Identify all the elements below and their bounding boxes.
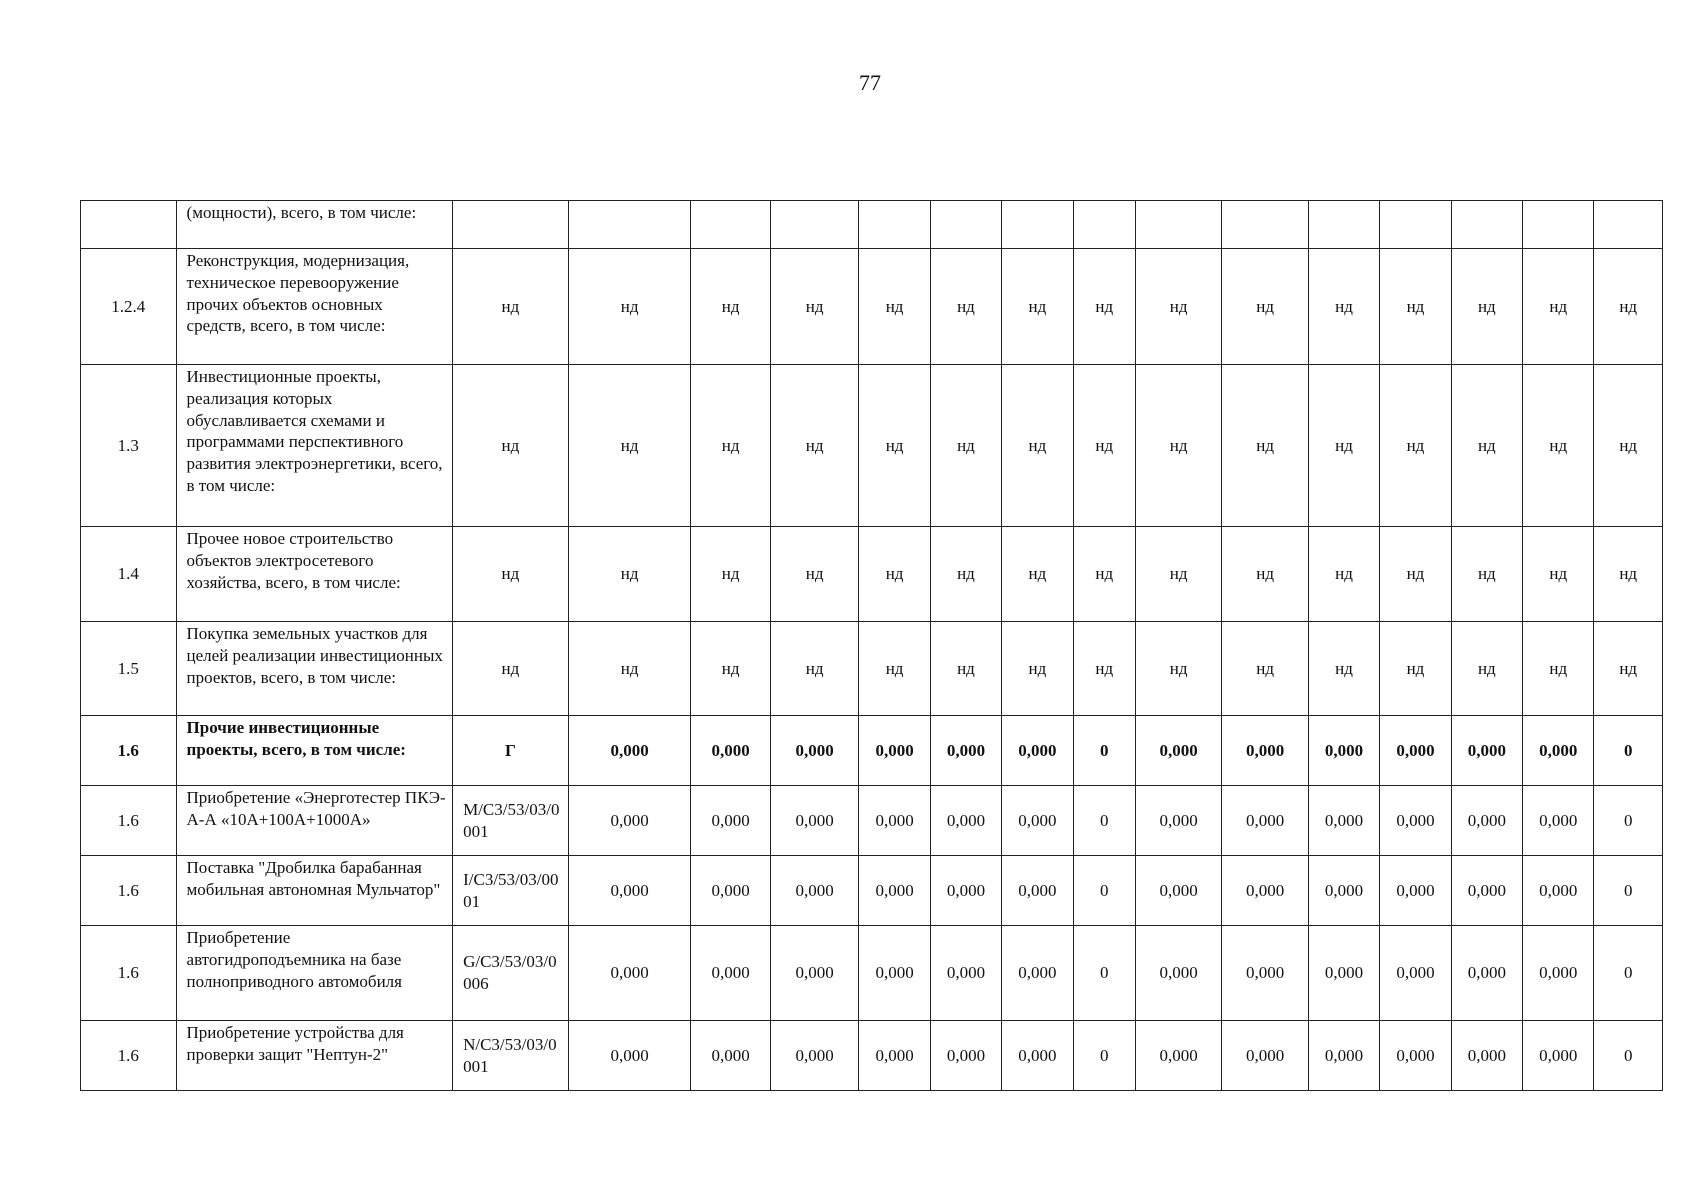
value-cell: нд [1308, 527, 1379, 622]
value-cell: нд [1222, 365, 1308, 527]
row-name-cell: Приобретение автогидроподъемника на базе полноприводного автомобиля [176, 926, 453, 1021]
value-cell: 0,000 [1523, 716, 1594, 786]
value-cell: 0,000 [930, 856, 1001, 926]
page-number: 77 [859, 70, 881, 95]
value-cell: нд [1308, 365, 1379, 527]
row-id-cell: I/C3/53/03/0001 [453, 856, 569, 926]
value-cell: 0,000 [1222, 926, 1308, 1021]
value-cell: нд [1523, 527, 1594, 622]
row-name-cell: Реконструкция, модернизация, техническое перевооружение прочих объектов основных средств, всего, в том числе: [176, 249, 453, 365]
value-cell: 0,000 [930, 1021, 1001, 1091]
value-cell: 0 [1594, 926, 1663, 1021]
value-cell: 0,000 [568, 786, 691, 856]
value-cell: 0,000 [859, 786, 930, 856]
value-cell: 0,000 [770, 716, 859, 786]
value-cell: 0,000 [568, 856, 691, 926]
value-cell: нд [1073, 249, 1135, 365]
table-row [81, 786, 1663, 856]
row-id-cell: Г [453, 716, 569, 786]
row-number-cell: 1.2.4 [81, 249, 177, 365]
value-cell: 0,000 [1308, 1021, 1379, 1091]
value-cell: 0,000 [1135, 926, 1221, 1021]
value-cell: 0,000 [1380, 856, 1451, 926]
value-cell: 0,000 [1308, 926, 1379, 1021]
row-name-cell: Прочее новое строительство объектов электросетевого хозяйства, всего, в том числе: [176, 527, 453, 622]
value-cell: нд [1594, 622, 1663, 716]
row-id-cell [453, 201, 569, 249]
value-cell: нд [1002, 527, 1073, 622]
row-id-cell: нд [453, 365, 569, 527]
value-cell: 0,000 [1222, 716, 1308, 786]
row-number-cell: 1.6 [81, 856, 177, 926]
value-cell: 0,000 [568, 926, 691, 1021]
value-cell: 0 [1073, 1021, 1135, 1091]
row-name-cell: Покупка земельных участков для целей реализации инвестиционных проектов, всего, в том числе: [176, 622, 453, 716]
value-cell: 0,000 [770, 856, 859, 926]
value-cell: нд [1523, 622, 1594, 716]
value-cell [1222, 201, 1308, 249]
value-cell: нд [1380, 365, 1451, 527]
value-cell [1002, 201, 1073, 249]
value-cell: нд [1308, 622, 1379, 716]
value-cell: 0,000 [691, 1021, 770, 1091]
row-number-cell: 1.4 [81, 527, 177, 622]
value-cell: 0,000 [770, 1021, 859, 1091]
table-row [81, 527, 1663, 622]
table-row [81, 716, 1663, 786]
value-cell: нд [1451, 249, 1522, 365]
value-cell: 0,000 [1002, 926, 1073, 1021]
value-cell: нд [1073, 622, 1135, 716]
value-cell [1523, 201, 1594, 249]
value-cell: 0,000 [1308, 786, 1379, 856]
value-cell: 0,000 [859, 856, 930, 926]
value-cell: нд [770, 527, 859, 622]
value-cell: нд [1073, 365, 1135, 527]
value-cell: нд [1135, 527, 1221, 622]
value-cell: нд [1451, 365, 1522, 527]
value-cell: 0,000 [1451, 786, 1522, 856]
value-cell: 0,000 [859, 1021, 930, 1091]
value-cell: нд [568, 527, 691, 622]
value-cell: нд [1135, 249, 1221, 365]
row-number-cell: 1.6 [81, 1021, 177, 1091]
value-cell [691, 201, 770, 249]
value-cell: 0,000 [1222, 856, 1308, 926]
row-id-cell: G/C3/53/03/0006 [453, 926, 569, 1021]
value-cell [1594, 201, 1663, 249]
value-cell: 0,000 [930, 786, 1001, 856]
value-cell: нд [930, 527, 1001, 622]
value-cell: 0 [1594, 856, 1663, 926]
table-row [81, 249, 1663, 365]
value-cell: 0 [1073, 786, 1135, 856]
table-row [81, 365, 1663, 527]
value-cell: 0,000 [1451, 716, 1522, 786]
row-number-cell: 1.3 [81, 365, 177, 527]
value-cell: нд [1594, 527, 1663, 622]
row-name-cell: Прочие инвестиционные проекты, всего, в том числе: [176, 716, 453, 786]
value-cell: 0,000 [691, 926, 770, 1021]
value-cell: нд [1135, 365, 1221, 527]
row-id-cell: N/C3/53/03/0001 [453, 1021, 569, 1091]
row-number-cell: 1.6 [81, 716, 177, 786]
value-cell: нд [1451, 622, 1522, 716]
value-cell: нд [770, 365, 859, 527]
row-id-cell: M/C3/53/03/0001 [453, 786, 569, 856]
value-cell: нд [1380, 622, 1451, 716]
table-row [81, 856, 1663, 926]
value-cell: нд [1451, 527, 1522, 622]
value-cell: 0,000 [1135, 1021, 1221, 1091]
value-cell: 0,000 [1451, 1021, 1522, 1091]
value-cell: нд [930, 622, 1001, 716]
value-cell: нд [1594, 249, 1663, 365]
value-cell: 0,000 [1222, 786, 1308, 856]
row-id-cell: нд [453, 527, 569, 622]
value-cell: нд [1380, 527, 1451, 622]
value-cell: 0,000 [568, 1021, 691, 1091]
value-cell: нд [930, 365, 1001, 527]
value-cell: 0 [1073, 716, 1135, 786]
value-cell: 0 [1073, 856, 1135, 926]
value-cell: 0,000 [1380, 926, 1451, 1021]
value-cell [1073, 201, 1135, 249]
value-cell: 0,000 [1451, 856, 1522, 926]
value-cell [1380, 201, 1451, 249]
row-number-cell: 1.6 [81, 926, 177, 1021]
value-cell: 0,000 [1002, 716, 1073, 786]
value-cell: нд [1002, 249, 1073, 365]
value-cell: нд [859, 365, 930, 527]
value-cell: 0 [1594, 786, 1663, 856]
value-cell [1451, 201, 1522, 249]
value-cell: нд [1222, 249, 1308, 365]
table-row [81, 622, 1663, 716]
value-cell: 0,000 [568, 716, 691, 786]
value-cell: нд [1002, 622, 1073, 716]
value-cell: 0,000 [1523, 786, 1594, 856]
value-cell: 0 [1594, 1021, 1663, 1091]
value-cell: 0,000 [1002, 856, 1073, 926]
value-cell: нд [691, 249, 770, 365]
value-cell [770, 201, 859, 249]
value-cell [930, 201, 1001, 249]
value-cell: 0,000 [1380, 786, 1451, 856]
value-cell [1135, 201, 1221, 249]
row-name-cell: (мощности), всего, в том числе: [176, 201, 453, 249]
value-cell: нд [691, 365, 770, 527]
value-cell [1308, 201, 1379, 249]
value-cell: нд [930, 249, 1001, 365]
value-cell: 0,000 [691, 856, 770, 926]
table-row [81, 1021, 1663, 1091]
value-cell: нд [1523, 365, 1594, 527]
value-cell: 0,000 [1135, 716, 1221, 786]
value-cell: нд [1002, 365, 1073, 527]
value-cell: 0,000 [1222, 1021, 1308, 1091]
value-cell: нд [1222, 527, 1308, 622]
value-cell: 0,000 [1002, 1021, 1073, 1091]
value-cell: нд [691, 622, 770, 716]
value-cell: нд [1380, 249, 1451, 365]
value-cell: 0,000 [691, 716, 770, 786]
value-cell: нд [1594, 365, 1663, 527]
value-cell: 0,000 [930, 716, 1001, 786]
investment-table [80, 200, 1663, 1091]
value-cell: нд [859, 249, 930, 365]
value-cell: нд [1135, 622, 1221, 716]
row-id-cell: нд [453, 622, 569, 716]
row-number-cell [81, 201, 177, 249]
value-cell: нд [568, 622, 691, 716]
value-cell: 0,000 [1135, 786, 1221, 856]
value-cell: 0,000 [1523, 1021, 1594, 1091]
value-cell: нд [1308, 249, 1379, 365]
value-cell: нд [859, 527, 930, 622]
value-cell: нд [1073, 527, 1135, 622]
value-cell: нд [770, 622, 859, 716]
value-cell: нд [691, 527, 770, 622]
value-cell: 0 [1073, 926, 1135, 1021]
value-cell: 0,000 [1523, 856, 1594, 926]
value-cell [859, 201, 930, 249]
value-cell: 0,000 [1451, 926, 1522, 1021]
row-name-cell: Поставка "Дробилка барабанная мобильная автономная Мульчатор" [176, 856, 453, 926]
value-cell: нд [568, 249, 691, 365]
value-cell: 0,000 [1380, 716, 1451, 786]
value-cell: 0,000 [859, 926, 930, 1021]
row-number-cell: 1.6 [81, 786, 177, 856]
row-name-cell: Приобретение устройства для проверки защит "Нептун-2" [176, 1021, 453, 1091]
value-cell: 0,000 [1308, 856, 1379, 926]
value-cell: 0,000 [770, 926, 859, 1021]
value-cell: 0,000 [1135, 856, 1221, 926]
value-cell: нд [1222, 622, 1308, 716]
value-cell: нд [770, 249, 859, 365]
value-cell: нд [568, 365, 691, 527]
value-cell: 0,000 [1308, 716, 1379, 786]
value-cell: 0,000 [859, 716, 930, 786]
row-id-cell: нд [453, 249, 569, 365]
row-name-cell: Приобретение «Энерготестер ПКЭ-А-А «10А+100А+1000А» [176, 786, 453, 856]
table-row [81, 926, 1663, 1021]
row-name-cell: Инвестиционные проекты, реализация которых обуславливается схемами и программами перспективного развития электроэнергетики, всего, в том числе: [176, 365, 453, 527]
table-row [81, 201, 1663, 249]
row-number-cell: 1.5 [81, 622, 177, 716]
value-cell: 0,000 [770, 786, 859, 856]
value-cell: 0,000 [1523, 926, 1594, 1021]
value-cell [568, 201, 691, 249]
value-cell: нд [1523, 249, 1594, 365]
value-cell: 0,000 [930, 926, 1001, 1021]
value-cell: 0,000 [1002, 786, 1073, 856]
value-cell: 0,000 [691, 786, 770, 856]
value-cell: нд [859, 622, 930, 716]
value-cell: 0 [1594, 716, 1663, 786]
value-cell: 0,000 [1380, 1021, 1451, 1091]
